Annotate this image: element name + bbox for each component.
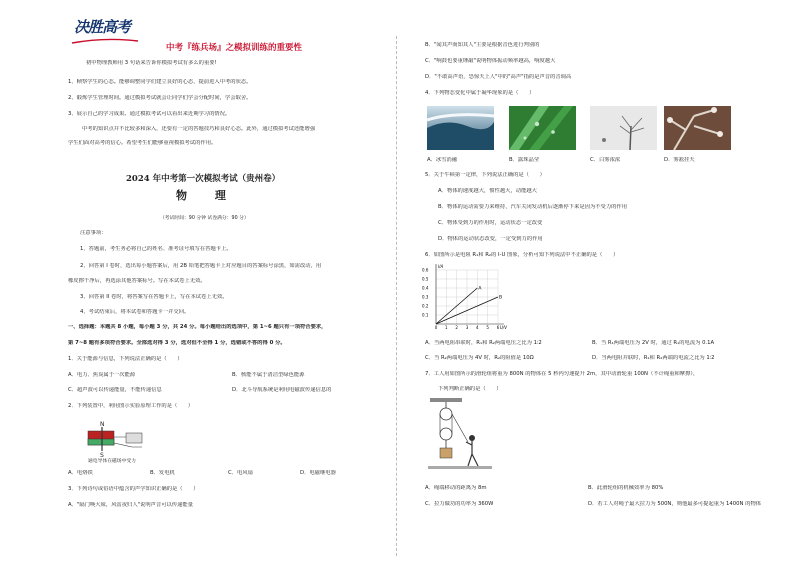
q6-option-c: C．当 R₂两端电压为 4V 时，R₂的阻值是 10Ω bbox=[425, 355, 534, 361]
q6-option-b: B．当 R₁两端电压为 2V 时，通过 R₁的电流为 0.1A bbox=[592, 340, 715, 346]
notice-title: 注意事项： bbox=[80, 230, 107, 236]
q5-option-d: D．物体的运动状态改变，一定受到力的作用 bbox=[438, 236, 543, 242]
q2-option-d: D．电磁继电器 bbox=[300, 470, 336, 476]
q1-option-a: A．电力、焦炭属于一次能源 bbox=[68, 372, 136, 378]
pulley-figure bbox=[428, 398, 492, 470]
x-tick-label: 2 bbox=[455, 325, 458, 330]
exam-title: 2024 年中考第一次模拟考试（贵州卷） bbox=[126, 174, 281, 184]
q5-stem: 5．关于牛顿第一定律，下列说法正确的是（ ） bbox=[425, 172, 545, 178]
notice-2b: 橡皮擦干净后，再选涂其他答案标号。写在本试卷上无效。 bbox=[68, 278, 206, 284]
series-label-a: A bbox=[478, 286, 482, 292]
q3-option-c: C．"响鼓也要重锤敲"说明物体振动频率越高，响度越大 bbox=[425, 58, 556, 64]
intro-point-3: 3、展示自己的学习成果。通过模拟考试可以看出来近期学习的情况。 bbox=[68, 111, 231, 117]
q1-option-c: C．超声波可以传递能量，不能传递信息 bbox=[68, 387, 162, 393]
intro-lead: 初中物理教师用 3 句话来告诉你模拟考试有多么的重要! bbox=[86, 60, 217, 66]
x-axis-label: U/V bbox=[500, 325, 508, 330]
q5-option-c: C．物体受到力的作用时，运动状态一定改变 bbox=[438, 220, 543, 226]
notice-4: 4、考试结束后，将本试卷和答题卡一并交回。 bbox=[80, 309, 190, 315]
q2-option-b: B．发电机 bbox=[150, 470, 175, 476]
notice-1: 1、答题前，考生务必将自己的姓名、准考证号填写在答题卡上。 bbox=[80, 246, 232, 252]
q7-option-d: D．若工人对绳子最大拉力为 500N，则他最多可提起重为 1400N 的物体 bbox=[588, 501, 762, 507]
q3-option-a: A．"隔门唤大妹，风雷夜归人"说明声音可以传递能量 bbox=[68, 502, 194, 508]
q4-option-d: D．雾凇挂天 bbox=[664, 157, 695, 163]
x-tick-label: 3 bbox=[465, 325, 469, 330]
page-divider bbox=[396, 36, 398, 556]
y-tick-label: 0.1 bbox=[422, 312, 429, 318]
logo-text: 决胜高考 bbox=[74, 18, 131, 36]
q5-option-a: A．物体的速度越大，惯性越大，动能越大 bbox=[438, 188, 537, 194]
photo-dew-drops bbox=[509, 106, 576, 150]
q2-figure-caption: 通电导体在磁场中受力 bbox=[88, 459, 136, 464]
q2-stem: 2．下列装置中，利用图示实验原理工作的是（ ） bbox=[68, 403, 194, 409]
q1-option-d: D．北斗导航系统是利用电磁波传递信息的 bbox=[232, 387, 332, 393]
y-tick-label: 0.3 bbox=[422, 294, 429, 300]
headline: 中考『练兵场』之模拟训练的重要性 bbox=[166, 43, 303, 53]
section1-line1: 一、选择题：本题共 8 小题，每小题 3 分，共 24 分。每小题给出的选项中，第 1~6 题只有一项符合要求， bbox=[68, 324, 327, 330]
q7-option-b: B．此滑轮组的机械效率为 80% bbox=[588, 485, 664, 491]
series-label-b: B bbox=[499, 295, 503, 301]
photo-white-fog bbox=[590, 106, 657, 150]
q6-stem: 6．如图所示是电阻 R₁和 R₂的 I-U 图象，分析可知下列说法中不正确的是（ ） bbox=[425, 252, 619, 258]
q7-option-a: A．绳端移动的距离为 8m bbox=[425, 485, 487, 491]
photo-ice-melting bbox=[427, 106, 494, 150]
x-tick-label: 6 bbox=[496, 325, 500, 330]
q3-option-b: B．"闻其声而知其人"主要是根据音色进行判别的 bbox=[425, 42, 540, 48]
q3-stem: 3．下列诗句或俗语中蕴含的声学知识正确的是（ ） bbox=[68, 486, 199, 492]
photo-rime-frost bbox=[664, 106, 731, 150]
q7-option-c: C．拉力做功的功率为 360W bbox=[425, 501, 494, 507]
y-tick-label: 0.5 bbox=[422, 276, 429, 282]
x-tick-label: 4 bbox=[476, 325, 479, 330]
q5-option-b: B．物体的运动需要力来维持，汽车关闭发动机后逐渐停下来是因为不受力的作用 bbox=[438, 204, 628, 210]
logo-swoosh-icon bbox=[70, 38, 140, 44]
q4-option-a: A．冰雪消融 bbox=[427, 157, 458, 163]
q4-option-c: C．白雾浓浓 bbox=[590, 157, 621, 163]
q3-option-d: D．"不敢高声语，恐惊天上人"中的"高声"指的是声音的音调高 bbox=[425, 74, 572, 80]
exam-info: （考试时间：90 分钟 试卷满分：90 分） bbox=[160, 216, 249, 221]
section1-line2: 第 7~8 题有多项符合要求。全部选对得 3 分，选对但不全得 1 分，选错或不答的得 0 分。 bbox=[68, 340, 286, 346]
y-tick-label: 0.4 bbox=[422, 285, 429, 291]
q2-option-c: C．电风扇 bbox=[228, 470, 253, 476]
intro-closing-2: 学生们面对高考的信心。希望考生们能够重视模拟考试的作用。 bbox=[68, 140, 217, 146]
q7-stem-2: 下列判断正确的是（ ） bbox=[438, 386, 502, 392]
x-tick-label: 1 bbox=[445, 325, 448, 330]
y-tick-label: 0.6 bbox=[422, 267, 429, 273]
x-tick-label: 0 bbox=[434, 325, 438, 330]
notice-3: 3、回答第 II 卷时，将答案写在答题卡上，写在本试卷上无效。 bbox=[80, 294, 228, 300]
q4-stem: 4．下列物态变化中属于凝华现象的是（ ） bbox=[425, 90, 535, 96]
intro-point-2: 2、锻炼学生管理时间。通过模拟考试就会让同学们学会分配时间，学会取舍。 bbox=[68, 95, 252, 101]
q7-stem: 7．工人用如图所示的滑轮组将重为 800N 的物体在 5 秒内匀速提升 2m，其中动滑轮重 100N（不计绳重和摩擦）， bbox=[425, 371, 699, 377]
y-tick-label: 0.2 bbox=[422, 303, 429, 309]
notice-2: 2、回答第 I 卷时，选出每小题答案后，用 2B 铅笔把答题卡上对应题目的答案标号涂黑，如需改动，用 bbox=[80, 263, 322, 269]
pole-label-n: N bbox=[100, 421, 105, 428]
q6-option-a: A．当两电阻串联时，R₁和 R₂两端电压之比为 1∶2 bbox=[425, 340, 542, 346]
q4-option-b: B．露珠晶莹 bbox=[509, 157, 540, 163]
exam-subject: 物 理 bbox=[176, 189, 238, 202]
iu-chart bbox=[422, 262, 508, 334]
q1-stem: 1．关于能源与信息，下列说法正确的是（ ） bbox=[68, 356, 183, 362]
q6-option-d: D．当两电阻并联时，R₁和 R₂两端的电流之比为 1∶2 bbox=[592, 355, 715, 361]
pole-label-s: S bbox=[100, 452, 104, 457]
intro-closing-1: 中考的知识点并不比较多和深入，还要有一定的答题技巧和良好心态。此外，通过模拟考试还能增强 bbox=[82, 126, 316, 132]
q2-option-a: A．电烙铁 bbox=[68, 470, 93, 476]
motor-apparatus-figure bbox=[82, 417, 160, 457]
x-tick-label: 5 bbox=[486, 325, 489, 330]
y-axis-label: I/A bbox=[438, 264, 444, 269]
intro-point-1: 1、帧察学生的心态。能够调整同学们建立良好的心态，提前进入中考的状态。 bbox=[68, 79, 252, 85]
q1-option-b: B．核能不属于清洁型绿色能源 bbox=[232, 372, 305, 378]
